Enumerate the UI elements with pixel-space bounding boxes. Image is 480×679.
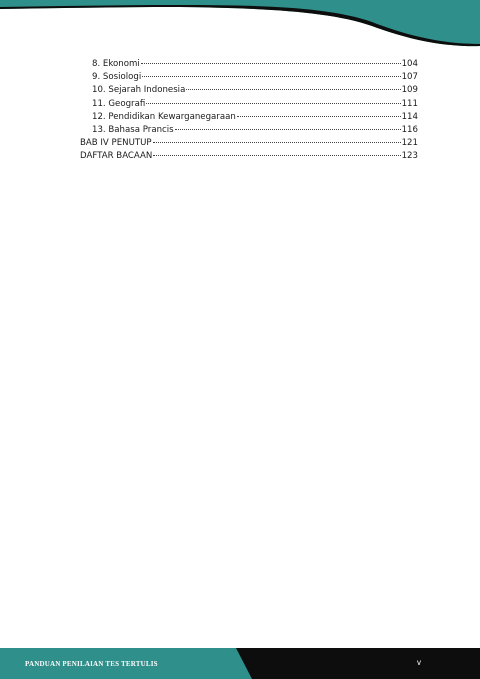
toc-entry-daftar-bacaan[interactable] — [80, 150, 418, 163]
toc-entry-label: 12. Pendidikan Kewarganegaraan — [92, 111, 236, 122]
toc-entry-label: 8. Ekonomi — [92, 59, 140, 69]
toc-entry-sejarah-indonesia[interactable] — [80, 84, 418, 97]
toc-entry-page: 104 — [401, 59, 418, 69]
footer-page-number: v — [417, 658, 421, 667]
toc-entry-bab-iv-penutup[interactable] — [80, 137, 418, 150]
toc-entry-ekonomi[interactable] — [80, 58, 418, 71]
toc-dot-leader — [153, 155, 400, 156]
toc-entry-pendidikan-kewarganegaraan[interactable] — [80, 111, 418, 124]
toc-entry-bahasa-prancis[interactable] — [80, 124, 418, 137]
table-of-contents — [80, 58, 418, 164]
toc-dot-leader — [237, 116, 401, 117]
header-wave-decoration — [0, 0, 480, 52]
toc-entry-geografi[interactable] — [80, 98, 418, 111]
toc-entry-page: 123 — [401, 151, 418, 162]
toc-entry-sosiologi[interactable] — [80, 71, 418, 84]
toc-entry-label: 9. Sosiologi — [92, 72, 142, 83]
toc-entry-label: BAB IV PENUTUP — [80, 138, 152, 149]
toc-dot-leader — [175, 129, 401, 130]
toc-entry-page: 121 — [401, 138, 418, 149]
toc-entry-page: 114 — [401, 111, 418, 122]
toc-dot-leader — [146, 103, 400, 104]
toc-entry-page: 107 — [401, 72, 418, 83]
toc-dot-leader — [142, 76, 400, 77]
toc-dot-leader — [141, 63, 401, 64]
toc-entry-label: 10. Sejarah Indonesia — [92, 85, 186, 96]
toc-dot-leader — [186, 89, 400, 90]
page-footer — [0, 648, 480, 679]
toc-entry-page: 111 — [401, 98, 418, 109]
toc-entry-label: 13. Bahasa Prancis — [92, 124, 174, 135]
toc-entry-page: 116 — [401, 124, 418, 135]
toc-entry-page: 109 — [401, 85, 418, 96]
toc-entry-label: DAFTAR BACAAN — [80, 151, 153, 162]
footer-document-title: PANDUAN PENILAIAN TES TERTULIS — [25, 660, 158, 668]
toc-entry-label: 11. Geografi — [92, 98, 146, 109]
toc-dot-leader — [153, 142, 401, 143]
